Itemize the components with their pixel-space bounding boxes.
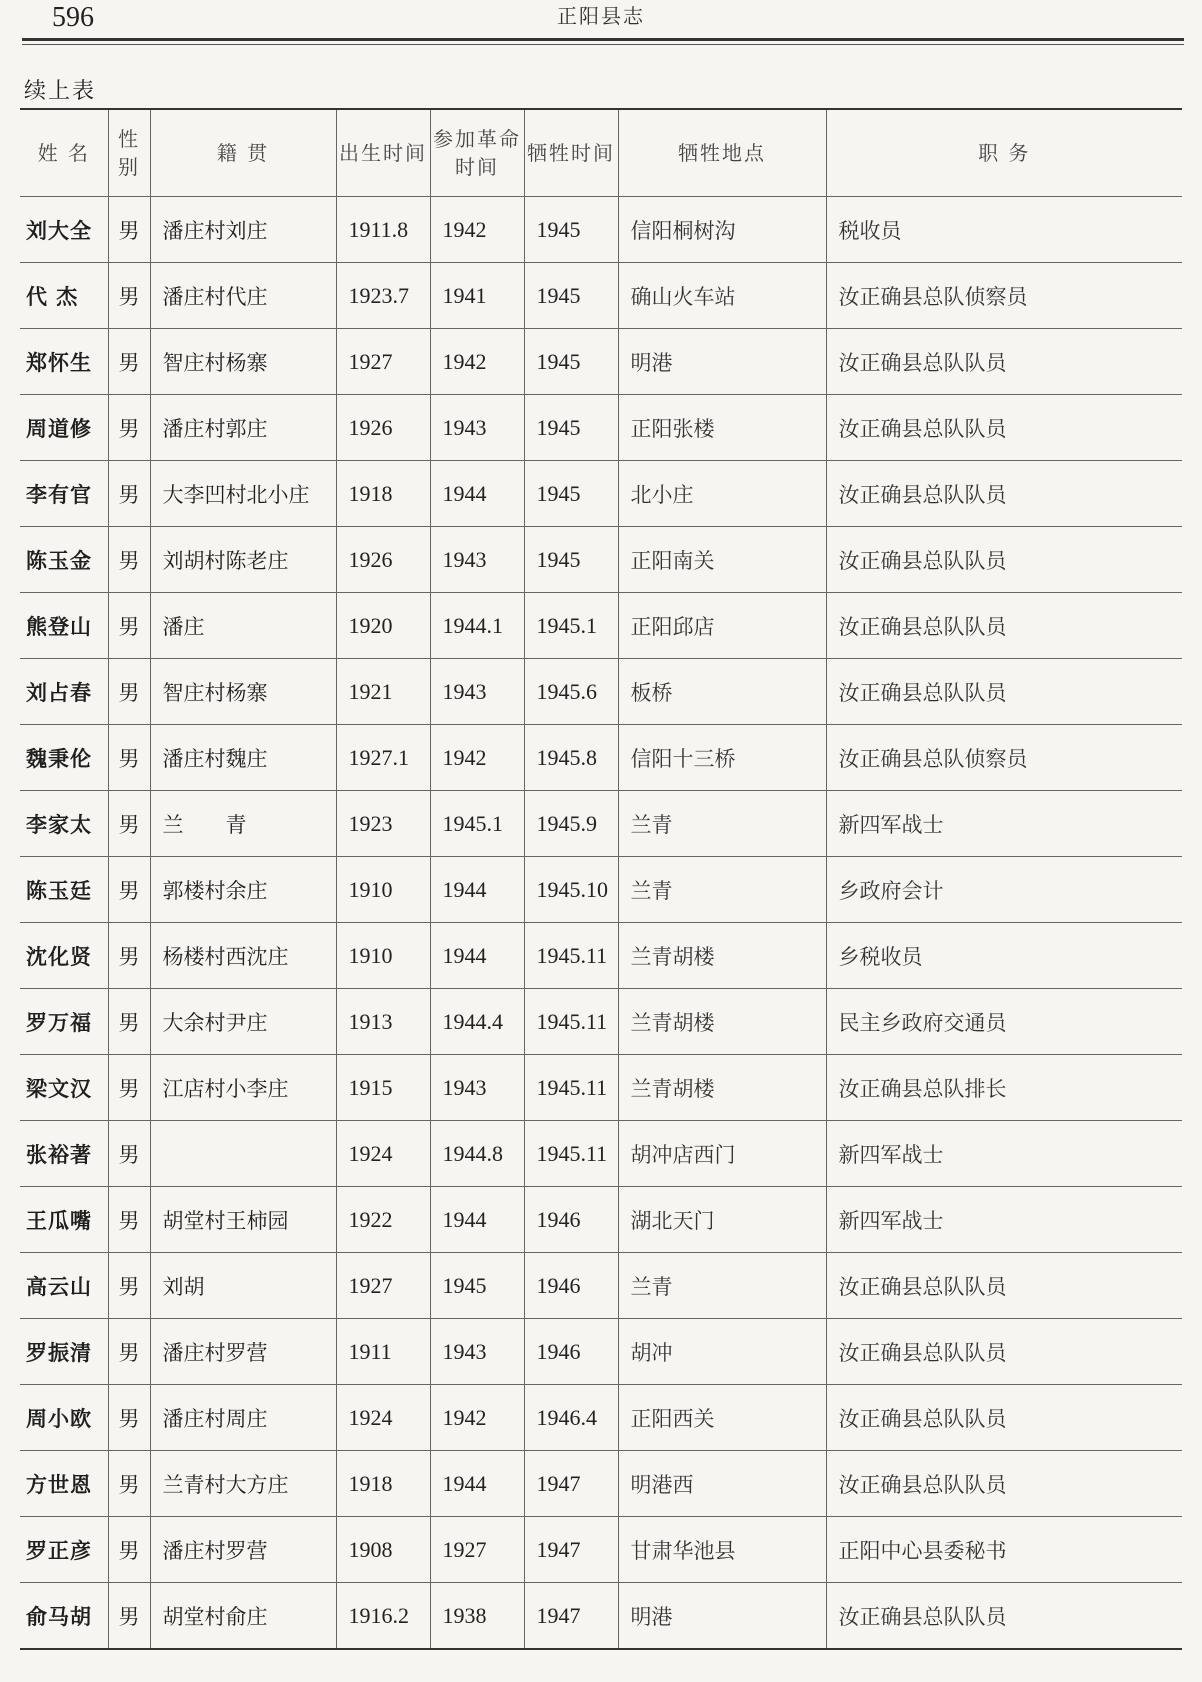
cell-post: 汝正确县总队队员 — [826, 1583, 1182, 1650]
header-joined: 参加革命时间 — [430, 109, 524, 197]
cell-post: 汝正确县总队侦察员 — [826, 725, 1182, 791]
cell-origin: 潘庄村罗营 — [150, 1319, 336, 1385]
cell-origin: 胡堂村王柿园 — [150, 1187, 336, 1253]
cell-post: 汝正确县总队队员 — [826, 1451, 1182, 1517]
cell-joined: 1944.8 — [430, 1121, 524, 1187]
cell-sex: 男 — [108, 1187, 150, 1253]
cell-post: 新四军战士 — [826, 791, 1182, 857]
cell-origin: 大李凹村北小庄 — [150, 461, 336, 527]
table-row — [20, 1319, 1182, 1385]
cell-name: 罗振清 — [20, 1319, 108, 1385]
cell-origin: 潘庄村罗营 — [150, 1517, 336, 1583]
cell-sex: 男 — [108, 329, 150, 395]
cell-sacrifice-place: 明港 — [618, 329, 826, 395]
cell-name: 周小欧 — [20, 1385, 108, 1451]
cell-birth: 1927.1 — [336, 725, 430, 791]
cell-joined: 1944.1 — [430, 593, 524, 659]
cell-name: 陈玉廷 — [20, 857, 108, 923]
cell-sacrifice-place: 兰青胡楼 — [618, 923, 826, 989]
cell-name: 刘占春 — [20, 659, 108, 725]
cell-sex: 男 — [108, 1319, 150, 1385]
cell-joined: 1943 — [430, 659, 524, 725]
cell-joined: 1944.4 — [430, 989, 524, 1055]
table-row — [20, 725, 1182, 791]
cell-joined: 1944 — [430, 461, 524, 527]
cell-sacrifice-place: 胡冲店西门 — [618, 1121, 826, 1187]
cell-sacrifice-place: 确山火车站 — [618, 263, 826, 329]
cell-birth: 1923 — [336, 791, 430, 857]
cell-joined: 1942 — [430, 329, 524, 395]
cell-birth: 1908 — [336, 1517, 430, 1583]
cell-name: 刘大全 — [20, 197, 108, 263]
cell-sex: 男 — [108, 725, 150, 791]
cell-name: 罗万福 — [20, 989, 108, 1055]
cell-sacrifice-time: 1945.10 — [524, 857, 618, 923]
cell-name: 俞马胡 — [20, 1583, 108, 1650]
cell-post: 乡政府会计 — [826, 857, 1182, 923]
table-row — [20, 1517, 1182, 1583]
cell-post: 税收员 — [826, 197, 1182, 263]
header-sex: 性别 — [108, 109, 150, 197]
cell-birth: 1915 — [336, 1055, 430, 1121]
cell-post: 汝正确县总队侦察员 — [826, 263, 1182, 329]
cell-sacrifice-place: 甘肃华池县 — [618, 1517, 826, 1583]
cell-sex: 男 — [108, 1121, 150, 1187]
cell-sex: 男 — [108, 527, 150, 593]
cell-name: 梁文汉 — [20, 1055, 108, 1121]
cell-sacrifice-time: 1945 — [524, 461, 618, 527]
cell-birth: 1913 — [336, 989, 430, 1055]
cell-joined: 1944 — [430, 857, 524, 923]
cell-origin — [150, 1121, 336, 1187]
header-rule — [22, 38, 1184, 41]
header-rule-thin — [22, 44, 1184, 45]
cell-birth: 1918 — [336, 1451, 430, 1517]
cell-birth: 1924 — [336, 1385, 430, 1451]
table-row — [20, 1451, 1182, 1517]
table-row — [20, 527, 1182, 593]
cell-name: 王瓜嘴 — [20, 1187, 108, 1253]
cell-origin: 潘庄村代庄 — [150, 263, 336, 329]
cell-sacrifice-time: 1945.1 — [524, 593, 618, 659]
cell-sex: 男 — [108, 1253, 150, 1319]
cell-origin: 智庄村杨寨 — [150, 329, 336, 395]
table-row — [20, 197, 1182, 263]
header-sacrifice-time: 牺牲时间 — [524, 109, 618, 197]
cell-name: 罗正彦 — [20, 1517, 108, 1583]
cell-post: 汝正确县总队队员 — [826, 593, 1182, 659]
cell-joined: 1942 — [430, 1385, 524, 1451]
table-row — [20, 461, 1182, 527]
cell-sacrifice-time: 1945 — [524, 263, 618, 329]
cell-sacrifice-place: 明港西 — [618, 1451, 826, 1517]
cell-post: 汝正确县总队队员 — [826, 1385, 1182, 1451]
continued-label: 续上表 — [24, 79, 97, 104]
header-birth: 出生时间 — [336, 109, 430, 197]
cell-joined: 1945.1 — [430, 791, 524, 857]
table-row — [20, 791, 1182, 857]
cell-sacrifice-place: 信阳桐树沟 — [618, 197, 826, 263]
table-row — [20, 1055, 1182, 1121]
cell-name: 熊登山 — [20, 593, 108, 659]
cell-sacrifice-place: 兰青胡楼 — [618, 1055, 826, 1121]
cell-sex: 男 — [108, 1055, 150, 1121]
cell-name: 郑怀生 — [20, 329, 108, 395]
cell-birth: 1926 — [336, 527, 430, 593]
table-row — [20, 857, 1182, 923]
cell-sex: 男 — [108, 989, 150, 1055]
table-row — [20, 1385, 1182, 1451]
cell-sacrifice-time: 1945.11 — [524, 989, 618, 1055]
cell-sex: 男 — [108, 1583, 150, 1650]
table-row — [20, 593, 1182, 659]
cell-sacrifice-place: 正阳南关 — [618, 527, 826, 593]
cell-origin: 江店村小李庄 — [150, 1055, 336, 1121]
cell-birth: 1920 — [336, 593, 430, 659]
cell-sacrifice-time: 1946 — [524, 1319, 618, 1385]
cell-sacrifice-time: 1947 — [524, 1583, 618, 1650]
table-row — [20, 1121, 1182, 1187]
cell-joined: 1942 — [430, 725, 524, 791]
cell-post: 汝正确县总队队员 — [826, 329, 1182, 395]
cell-sex: 男 — [108, 593, 150, 659]
cell-sex: 男 — [108, 395, 150, 461]
cell-name: 李家太 — [20, 791, 108, 857]
cell-sacrifice-time: 1946 — [524, 1253, 618, 1319]
table-row — [20, 1187, 1182, 1253]
cell-name: 代 杰 — [20, 263, 108, 329]
cell-joined: 1942 — [430, 197, 524, 263]
cell-sacrifice-time: 1945.6 — [524, 659, 618, 725]
cell-post: 乡税收员 — [826, 923, 1182, 989]
table-row — [20, 1253, 1182, 1319]
cell-sacrifice-time: 1945 — [524, 527, 618, 593]
cell-sacrifice-place: 正阳西关 — [618, 1385, 826, 1451]
cell-sacrifice-place: 兰青胡楼 — [618, 989, 826, 1055]
cell-origin: 兰 青 — [150, 791, 336, 857]
cell-birth: 1916.2 — [336, 1583, 430, 1650]
cell-sacrifice-place: 信阳十三桥 — [618, 725, 826, 791]
cell-post: 汝正确县总队队员 — [826, 461, 1182, 527]
table-row — [20, 263, 1182, 329]
martyrs-table — [20, 108, 1182, 1650]
cell-joined: 1944 — [430, 923, 524, 989]
cell-sex: 男 — [108, 659, 150, 725]
table-row — [20, 923, 1182, 989]
cell-joined: 1943 — [430, 395, 524, 461]
cell-sex: 男 — [108, 263, 150, 329]
header-name: 姓 名 — [20, 109, 108, 197]
cell-sacrifice-place: 胡冲 — [618, 1319, 826, 1385]
table-row — [20, 395, 1182, 461]
cell-sacrifice-place: 兰青 — [618, 791, 826, 857]
cell-origin: 大余村尹庄 — [150, 989, 336, 1055]
cell-sex: 男 — [108, 1385, 150, 1451]
cell-name: 魏秉伦 — [20, 725, 108, 791]
cell-sacrifice-place: 湖北天门 — [618, 1187, 826, 1253]
table-row — [20, 659, 1182, 725]
cell-sacrifice-time: 1945 — [524, 197, 618, 263]
cell-sacrifice-place: 板桥 — [618, 659, 826, 725]
cell-sacrifice-time: 1946 — [524, 1187, 618, 1253]
cell-birth: 1922 — [336, 1187, 430, 1253]
cell-sacrifice-time: 1947 — [524, 1451, 618, 1517]
cell-joined: 1938 — [430, 1583, 524, 1650]
cell-birth: 1921 — [336, 659, 430, 725]
table-body — [20, 197, 1182, 1650]
cell-joined: 1943 — [430, 527, 524, 593]
cell-post: 民主乡政府交通员 — [826, 989, 1182, 1055]
cell-sacrifice-time: 1945.11 — [524, 1055, 618, 1121]
cell-origin: 智庄村杨寨 — [150, 659, 336, 725]
cell-origin: 杨楼村西沈庄 — [150, 923, 336, 989]
cell-name: 李有官 — [20, 461, 108, 527]
cell-origin: 郭楼村余庄 — [150, 857, 336, 923]
cell-birth: 1910 — [336, 857, 430, 923]
cell-joined: 1927 — [430, 1517, 524, 1583]
cell-post: 汝正确县总队队员 — [826, 527, 1182, 593]
cell-name: 周道修 — [20, 395, 108, 461]
cell-joined: 1944 — [430, 1451, 524, 1517]
cell-joined: 1944 — [430, 1187, 524, 1253]
page-number: 596 — [52, 2, 94, 33]
cell-sacrifice-place: 兰青 — [618, 857, 826, 923]
cell-sacrifice-time: 1946.4 — [524, 1385, 618, 1451]
cell-sex: 男 — [108, 791, 150, 857]
cell-origin: 刘胡 — [150, 1253, 336, 1319]
cell-origin: 胡堂村俞庄 — [150, 1583, 336, 1650]
cell-sacrifice-place: 北小庄 — [618, 461, 826, 527]
cell-sex: 男 — [108, 1451, 150, 1517]
cell-sacrifice-place: 兰青 — [618, 1253, 826, 1319]
cell-joined: 1943 — [430, 1055, 524, 1121]
cell-birth: 1927 — [336, 1253, 430, 1319]
cell-sacrifice-time: 1947 — [524, 1517, 618, 1583]
cell-name: 方世恩 — [20, 1451, 108, 1517]
cell-origin: 刘胡村陈老庄 — [150, 527, 336, 593]
cell-sex: 男 — [108, 1517, 150, 1583]
header-sacrifice-place: 牺牲地点 — [618, 109, 826, 197]
cell-post: 汝正确县总队排长 — [826, 1055, 1182, 1121]
cell-post: 正阳中心县委秘书 — [826, 1517, 1182, 1583]
cell-name: 张裕著 — [20, 1121, 108, 1187]
cell-sacrifice-time: 1945.8 — [524, 725, 618, 791]
cell-post: 新四军战士 — [826, 1187, 1182, 1253]
cell-joined: 1945 — [430, 1253, 524, 1319]
table-row — [20, 989, 1182, 1055]
cell-sex: 男 — [108, 461, 150, 527]
cell-origin: 潘庄村周庄 — [150, 1385, 336, 1451]
cell-origin: 潘庄 — [150, 593, 336, 659]
cell-sacrifice-time: 1945.11 — [524, 1121, 618, 1187]
cell-post: 汝正确县总队队员 — [826, 395, 1182, 461]
cell-name: 高云山 — [20, 1253, 108, 1319]
cell-sex: 男 — [108, 857, 150, 923]
cell-sacrifice-place: 正阳邱店 — [618, 593, 826, 659]
cell-sex: 男 — [108, 923, 150, 989]
cell-sacrifice-time: 1945 — [524, 395, 618, 461]
cell-sacrifice-place: 正阳张楼 — [618, 395, 826, 461]
cell-sacrifice-time: 1945.9 — [524, 791, 618, 857]
cell-post: 新四军战士 — [826, 1121, 1182, 1187]
table-row — [20, 1583, 1182, 1650]
cell-birth: 1911.8 — [336, 197, 430, 263]
cell-post: 汝正确县总队队员 — [826, 659, 1182, 725]
cell-joined: 1943 — [430, 1319, 524, 1385]
cell-origin: 潘庄村刘庄 — [150, 197, 336, 263]
cell-birth: 1923.7 — [336, 263, 430, 329]
cell-joined: 1941 — [430, 263, 524, 329]
cell-origin: 潘庄村魏庄 — [150, 725, 336, 791]
cell-sacrifice-place: 明港 — [618, 1583, 826, 1650]
cell-name: 沈化贤 — [20, 923, 108, 989]
cell-birth: 1927 — [336, 329, 430, 395]
cell-birth: 1911 — [336, 1319, 430, 1385]
cell-sacrifice-time: 1945 — [524, 329, 618, 395]
cell-name: 陈玉金 — [20, 527, 108, 593]
cell-birth: 1918 — [336, 461, 430, 527]
cell-post: 汝正确县总队队员 — [826, 1319, 1182, 1385]
cell-post: 汝正确县总队队员 — [826, 1253, 1182, 1319]
running-header: 正阳县志 — [557, 4, 645, 28]
cell-birth: 1924 — [336, 1121, 430, 1187]
header-origin: 籍 贯 — [150, 109, 336, 197]
cell-origin: 潘庄村郭庄 — [150, 395, 336, 461]
cell-birth: 1926 — [336, 395, 430, 461]
cell-birth: 1910 — [336, 923, 430, 989]
header-post: 职 务 — [826, 109, 1182, 197]
cell-sex: 男 — [108, 197, 150, 263]
cell-sacrifice-time: 1945.11 — [524, 923, 618, 989]
table-row — [20, 329, 1182, 395]
cell-origin: 兰青村大方庄 — [150, 1451, 336, 1517]
table-header-row — [20, 109, 1182, 197]
